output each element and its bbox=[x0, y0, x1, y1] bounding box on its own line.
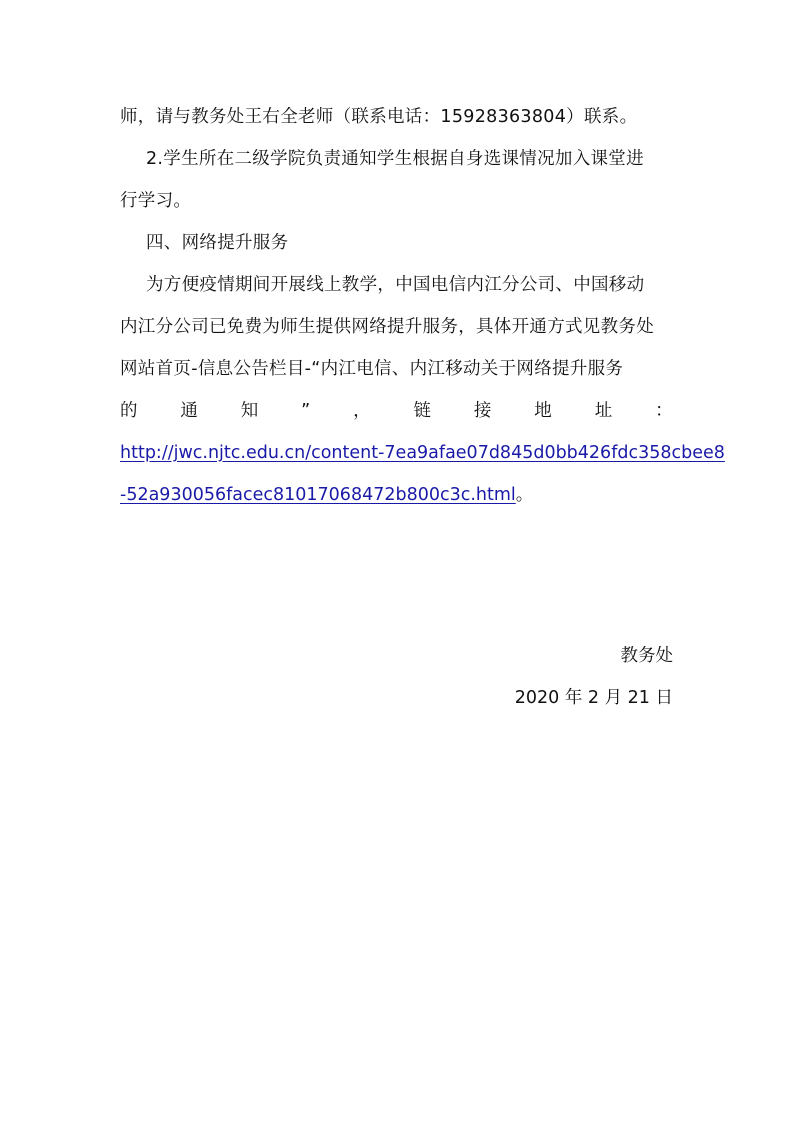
justified-char: 的 bbox=[120, 401, 138, 421]
paragraph-line: 师，请与教务处王右全老师（联系电话：15928363804）联系。 bbox=[120, 107, 638, 127]
paragraph-line: 内江分公司已免费为师生提供网络提升服务，具体开通方式见教务处 bbox=[120, 317, 654, 337]
justified-char: 地 bbox=[534, 401, 553, 421]
notice-link-part2[interactable]: -52a930056facec81017068472b800c3c.html bbox=[120, 485, 516, 505]
signature-date: 2020 年 2 月 21 日 bbox=[514, 688, 673, 708]
section-heading: 四、网络提升服务 bbox=[146, 233, 289, 253]
justified-char: 链 bbox=[413, 401, 432, 421]
justified-char: 址 bbox=[594, 401, 613, 421]
link-trailing-punctuation: 。 bbox=[515, 485, 534, 505]
justified-char: 接 bbox=[473, 401, 492, 421]
justified-char: ” bbox=[301, 401, 311, 421]
notice-link-part1[interactable]: http://jwc.njtc.edu.cn/content-7ea9afae07d845d0bb426fdc358cbee8 bbox=[120, 443, 725, 463]
signature-office: 教务处 bbox=[620, 646, 673, 666]
link-line bbox=[120, 474, 673, 516]
link-line bbox=[120, 432, 725, 474]
paragraph-line: 2.学生所在二级学院负责通知学生根据自身选课情况加入课堂进 bbox=[146, 149, 644, 169]
notice-body bbox=[120, 96, 725, 516]
paragraph-line: 为方便疫情期间开展线上教学，中国电信内江分公司、中国移动 bbox=[146, 275, 645, 295]
justified-char: 通 bbox=[180, 401, 199, 421]
paragraph-line: 行学习。 bbox=[120, 191, 192, 211]
justified-char: 知 bbox=[240, 401, 259, 421]
paragraph-line: 网站首页-信息公告栏目-“内江电信、内江移动关于网络提升服务 bbox=[120, 359, 624, 379]
justified-char: ： bbox=[655, 401, 673, 421]
justified-line bbox=[120, 390, 673, 432]
justified-char: ， bbox=[353, 401, 371, 421]
